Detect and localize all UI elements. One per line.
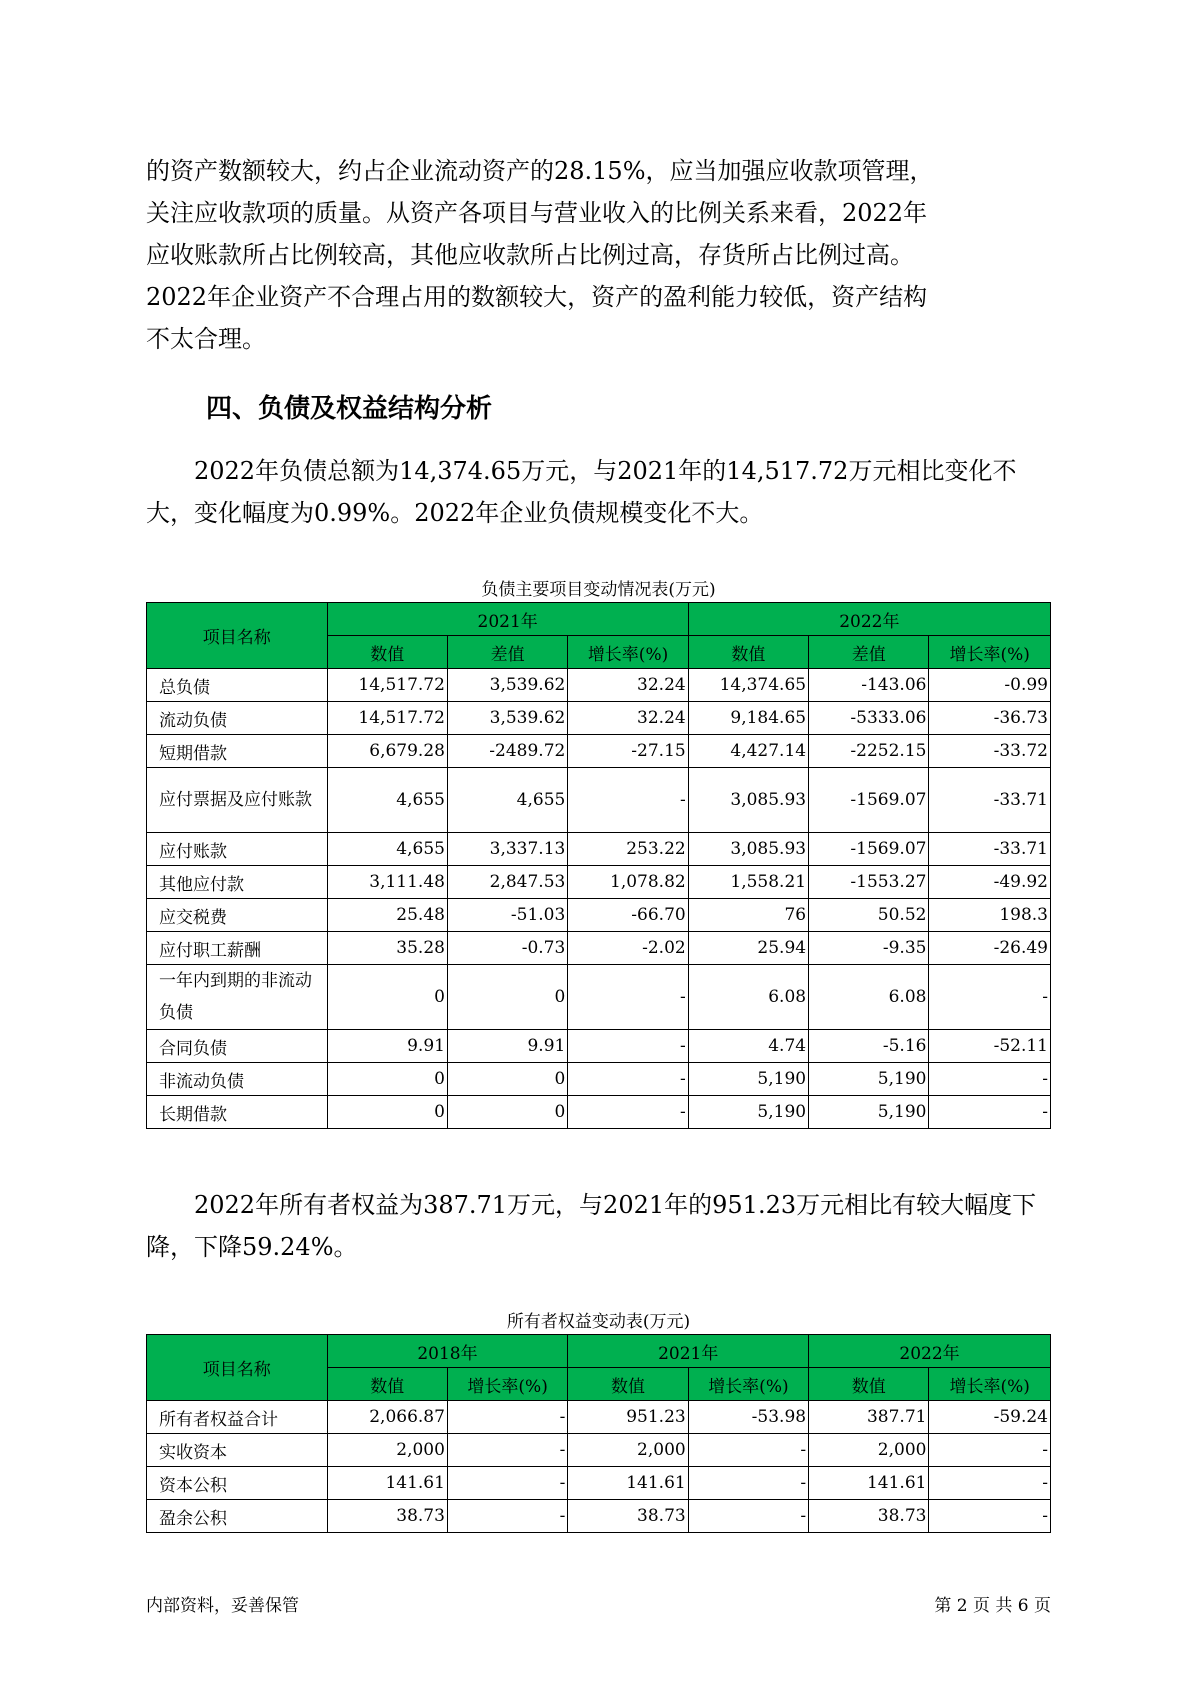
table-cell: -143.06	[809, 669, 929, 702]
table-cell: -51.03	[447, 899, 567, 932]
table-cell: -	[568, 768, 688, 833]
paragraph-text: 2022年所有者权益为387.71万元，与2021年的951.23万元相比有较大幅度下降，下降59.24%。	[146, 1191, 1037, 1261]
row-label: 合同负债	[147, 1030, 328, 1063]
table-cell: 3,085.93	[688, 833, 808, 866]
table-cell: -	[929, 1467, 1051, 1500]
table-cell: -66.70	[568, 899, 688, 932]
table-cell: -	[447, 1467, 567, 1500]
liabilities-table-body	[147, 669, 1051, 1129]
table-cell: -33.71	[929, 768, 1051, 833]
table-cell: 76	[688, 899, 808, 932]
table-cell: 0	[327, 1063, 447, 1096]
header-growth: 增长率(%)	[447, 1368, 567, 1401]
table-cell: 5,190	[809, 1063, 929, 1096]
table-cell: 5,190	[688, 1063, 808, 1096]
table-cell: -	[568, 1030, 688, 1063]
table-cell: 4,655	[447, 768, 567, 833]
paragraph-line: 应收账款所占比例较高，其他应收款所占比例过高，存货所占比例过高。	[146, 241, 914, 269]
table-cell: -33.72	[929, 735, 1051, 768]
table-cell: 1,558.21	[688, 866, 808, 899]
table-cell: 2,066.87	[327, 1401, 447, 1434]
table-cell: 25.94	[688, 932, 808, 965]
table-cell: -	[688, 1500, 808, 1533]
table-cell: -49.92	[929, 866, 1051, 899]
paragraph-line: 关注应收款项的质量。从资产各项目与营业收入的比例关系来看，2022年	[146, 199, 928, 227]
row-label: 盈余公积	[147, 1500, 328, 1533]
table-cell: 9,184.65	[688, 702, 808, 735]
table-row	[147, 735, 1051, 768]
table-row	[147, 702, 1051, 735]
table-cell: 38.73	[568, 1500, 688, 1533]
table-cell: -26.49	[929, 932, 1051, 965]
table-cell: -	[447, 1401, 567, 1434]
header-year-2021: 2021年	[327, 603, 688, 636]
table-row	[147, 833, 1051, 866]
table-cell: 5,190	[688, 1096, 808, 1129]
footer-page-number: 第 2 页 共 6 页	[934, 1596, 1051, 1616]
table-cell: 198.3	[929, 899, 1051, 932]
table-cell: 4,655	[327, 833, 447, 866]
header-growth: 增长率(%)	[688, 1368, 808, 1401]
footer-confidential-note: 内部资料，妥善保管	[146, 1596, 299, 1616]
table-cell: 0	[327, 1096, 447, 1129]
table-cell: 14,517.72	[327, 702, 447, 735]
table-cell: -	[568, 1096, 688, 1129]
table-cell: 141.61	[327, 1467, 447, 1500]
table-cell: 3,539.62	[447, 702, 567, 735]
table-cell: -52.11	[929, 1030, 1051, 1063]
header-diff: 差值	[809, 636, 929, 669]
table-cell: -0.73	[447, 932, 567, 965]
table-cell: -	[929, 1434, 1051, 1467]
table-cell: 2,000	[809, 1434, 929, 1467]
table-cell: 3,085.93	[688, 768, 808, 833]
table-cell: 38.73	[809, 1500, 929, 1533]
table-row	[147, 965, 1051, 1030]
equity-table	[146, 1334, 1051, 1533]
row-label: 短期借款	[147, 735, 328, 768]
table-cell: -0.99	[929, 669, 1051, 702]
table-cell: 38.73	[327, 1500, 447, 1533]
table-cell: -	[447, 1500, 567, 1533]
table-cell: -36.73	[929, 702, 1051, 735]
table-cell: -59.24	[929, 1401, 1051, 1434]
header-value: 数值	[809, 1368, 929, 1401]
table-cell: 3,111.48	[327, 866, 447, 899]
header-value: 数值	[688, 636, 808, 669]
table-cell: 6.08	[688, 965, 808, 1030]
row-label: 应付职工薪酬	[147, 932, 328, 965]
table-cell: -9.35	[809, 932, 929, 965]
table-cell: 4,427.14	[688, 735, 808, 768]
table-cell: 4,655	[327, 768, 447, 833]
paragraph-equity-summary	[146, 1184, 1046, 1268]
paragraph-liability-summary	[146, 450, 1046, 534]
table-row	[147, 866, 1051, 899]
table-cell: 9.91	[447, 1030, 567, 1063]
header-year-2021: 2021年	[568, 1335, 809, 1368]
header-year-2022: 2022年	[688, 603, 1050, 636]
row-label: 资本公积	[147, 1467, 328, 1500]
table-caption-equity: 所有者权益变动表(万元)	[506, 1312, 691, 1332]
table-row	[147, 1096, 1051, 1129]
header-value: 数值	[327, 636, 447, 669]
table-cell: -	[929, 1096, 1051, 1129]
header-diff: 差值	[447, 636, 567, 669]
table-cell: 387.71	[809, 1401, 929, 1434]
header-year-2018: 2018年	[327, 1335, 568, 1368]
table-cell: 0	[327, 965, 447, 1030]
table-row	[147, 1500, 1051, 1533]
table-cell: 6,679.28	[327, 735, 447, 768]
table-cell: -	[929, 1063, 1051, 1096]
paragraph-line: 2022年企业资产不合理占用的数额较大，资产的盈利能力较低，资产结构	[146, 283, 928, 311]
table-cell: 3,539.62	[447, 669, 567, 702]
header-growth: 增长率(%)	[929, 1368, 1051, 1401]
table-cell: -	[447, 1434, 567, 1467]
table-row	[147, 1434, 1051, 1467]
table-cell: -2252.15	[809, 735, 929, 768]
table-cell: 2,000	[568, 1434, 688, 1467]
row-label: 所有者权益合计	[147, 1401, 328, 1434]
table-cell: 2,847.53	[447, 866, 567, 899]
equity-table-body	[147, 1401, 1051, 1533]
table-cell: 50.52	[809, 899, 929, 932]
table-cell: 141.61	[568, 1467, 688, 1500]
table-cell: -5.16	[809, 1030, 929, 1063]
table-row	[147, 1030, 1051, 1063]
liabilities-table	[146, 602, 1051, 1129]
row-label: 非流动负债	[147, 1063, 328, 1096]
table-cell: -53.98	[688, 1401, 808, 1434]
table-cell: 6.08	[809, 965, 929, 1030]
header-growth: 增长率(%)	[929, 636, 1051, 669]
paragraph-line: 不太合理。	[146, 325, 266, 353]
table-cell: -	[688, 1467, 808, 1500]
row-label: 应付账款	[147, 833, 328, 866]
row-label: 长期借款	[147, 1096, 328, 1129]
table-cell: 5,190	[809, 1096, 929, 1129]
section-heading: 四、负债及权益结构分析	[206, 394, 493, 424]
table-cell: 2,000	[327, 1434, 447, 1467]
header-value: 数值	[568, 1368, 688, 1401]
table-row	[147, 669, 1051, 702]
table-cell: 0	[447, 1096, 567, 1129]
header-year-2022: 2022年	[809, 1335, 1051, 1368]
paragraph-assets-summary	[146, 150, 1046, 360]
table-cell: -1553.27	[809, 866, 929, 899]
table-cell: -1569.07	[809, 768, 929, 833]
table-cell: -	[568, 965, 688, 1030]
table-cell: 253.22	[568, 833, 688, 866]
table-cell: -	[929, 1500, 1051, 1533]
table-row	[147, 899, 1051, 932]
table-cell: 141.61	[809, 1467, 929, 1500]
table-row	[147, 1401, 1051, 1434]
header-item-name: 项目名称	[147, 603, 328, 669]
table-cell: 25.48	[327, 899, 447, 932]
row-label: 其他应付款	[147, 866, 328, 899]
table-cell: 14,517.72	[327, 669, 447, 702]
table-cell: -	[688, 1434, 808, 1467]
table-cell: -27.15	[568, 735, 688, 768]
table-cell: 14,374.65	[688, 669, 808, 702]
table-cell: -2.02	[568, 932, 688, 965]
row-label: 一年内到期的非流动负债	[147, 965, 328, 1030]
table-cell: -2489.72	[447, 735, 567, 768]
table-row	[147, 932, 1051, 965]
table-cell: 32.24	[568, 702, 688, 735]
table-cell: 32.24	[568, 669, 688, 702]
table-cell: 951.23	[568, 1401, 688, 1434]
paragraph-text: 2022年负债总额为14,374.65万元，与2021年的14,517.72万元相比变化不大，变化幅度为0.99%。2022年企业负债规模变化不大。	[146, 457, 1017, 527]
row-label: 应付票据及应付账款	[147, 768, 328, 833]
table-row	[147, 768, 1051, 833]
row-label: 实收资本	[147, 1434, 328, 1467]
table-cell: 3,337.13	[447, 833, 567, 866]
header-growth: 增长率(%)	[568, 636, 688, 669]
table-row	[147, 1063, 1051, 1096]
table-cell: -1569.07	[809, 833, 929, 866]
table-cell: 0	[447, 1063, 567, 1096]
row-label: 总负债	[147, 669, 328, 702]
table-cell: 0	[447, 965, 567, 1030]
table-cell: -	[929, 965, 1051, 1030]
paragraph-line: 的资产数额较大，约占企业流动资产的28.15%，应当加强应收款项管理，	[146, 157, 934, 185]
row-label: 应交税费	[147, 899, 328, 932]
table-cell: -33.71	[929, 833, 1051, 866]
table-cell: 4.74	[688, 1030, 808, 1063]
header-value: 数值	[327, 1368, 447, 1401]
row-label: 流动负债	[147, 702, 328, 735]
table-cell: -5333.06	[809, 702, 929, 735]
table-cell: 35.28	[327, 932, 447, 965]
table-cell: -	[568, 1063, 688, 1096]
table-cell: 9.91	[327, 1030, 447, 1063]
table-row	[147, 1467, 1051, 1500]
table-cell: 1,078.82	[568, 866, 688, 899]
header-item-name: 项目名称	[147, 1335, 328, 1401]
table-caption-liabilities: 负债主要项目变动情况表(万元)	[481, 580, 716, 600]
